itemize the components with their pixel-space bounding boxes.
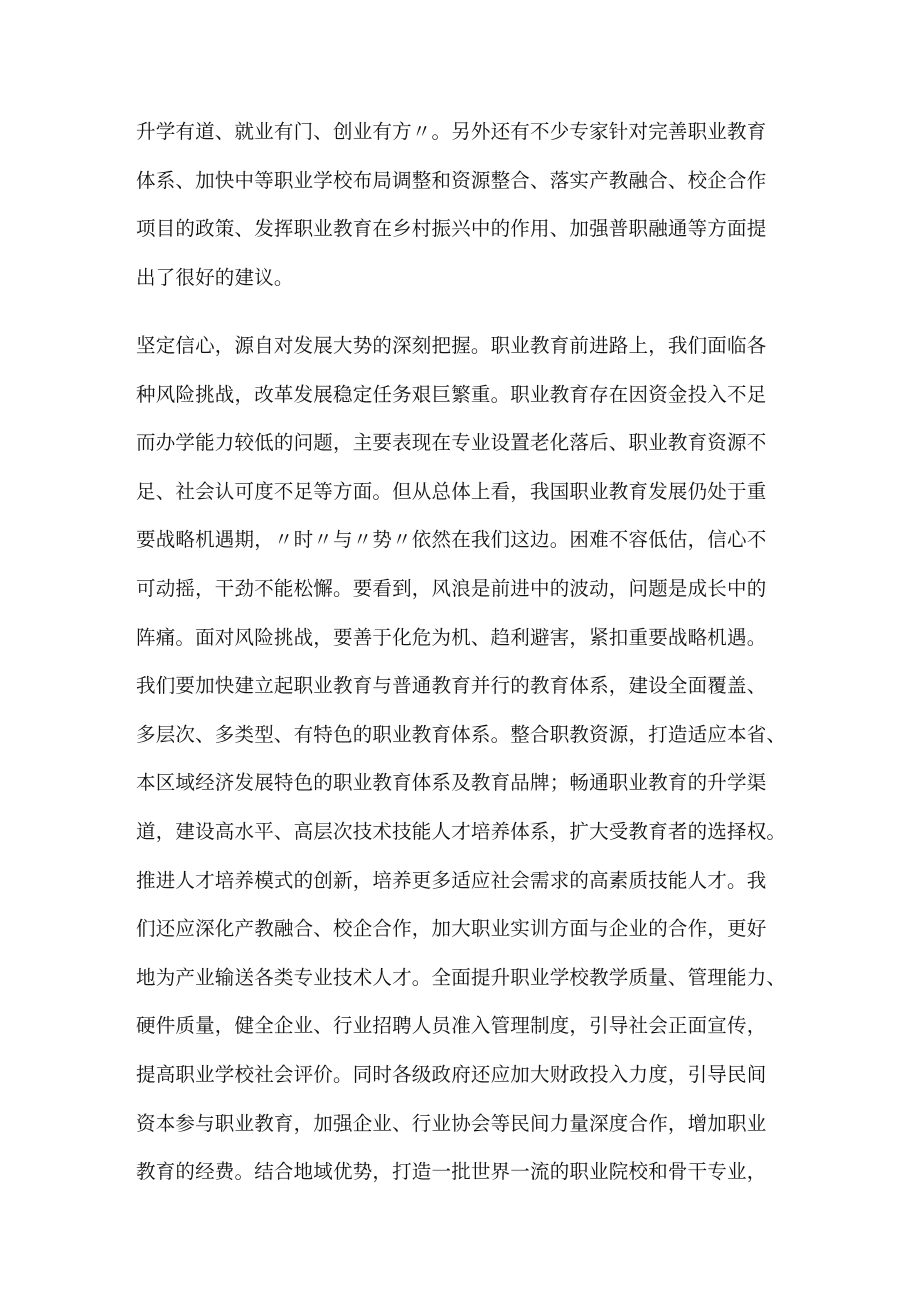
text-line: 提高职业学校社会评价。同时各级政府还应加大财政投入力度，引导民间 <box>136 1062 767 1086</box>
text-line: 而办学能力较低的问题，主要表现在专业设置老化落后、职业教育资源不 <box>136 431 767 455</box>
text-line: 阵痛。面对风险挑战，要善于化危为机、趋利避害，紧扣重要战略机遇。 <box>136 625 767 649</box>
text-line: 推进人才培养模式的创新，培养更多适应社会需求的高素质技能人才。我 <box>136 868 767 892</box>
text-line: 多层次、多类型、有特色的职业教育体系。整合职教资源，打造适应本省、 <box>136 722 787 746</box>
text-line: 本区域经济发展特色的职业教育体系及教育品牌；畅通职业教育的升学渠 <box>136 771 767 795</box>
text-line: 硬件质量，健全企业、行业招聘人员准入管理制度，引导社会正面宣传， <box>136 1014 767 1038</box>
text-line: 升学有道、就业有门、创业有方〃。另外还有不少专家针对完善职业教育 <box>136 120 767 143</box>
text-line: 坚定信心，源自对发展大势的深刻把握。职业教育前进路上，我们面临各 <box>136 334 767 357</box>
paragraph-1 <box>136 108 816 302</box>
text-line: 项目的政策、发挥职业教育在乡村振兴中的作用、加强普职融通等方面提 <box>136 217 767 241</box>
text-line: 可动摇，干劲不能松懈。要看到，风浪是前进中的波动，问题是成长中的 <box>136 576 767 600</box>
text-line: 出了很好的建议。 <box>136 265 294 289</box>
text-line: 教育的经费。结合地域优势，打造一批世界一流的职业院校和骨干专业， <box>136 1160 767 1184</box>
text-line: 足、社会认可度不足等方面。但从总体上看，我国职业教育发展仍处于重 <box>136 479 767 503</box>
paragraph-2 <box>136 322 816 1197</box>
text-line: 道，建设高水平、高层次技术技能人才培养体系，扩大受教育者的选择权。 <box>136 819 787 843</box>
text-line: 种风险挑战，改革发展稳定任务艰巨繁重。职业教育存在因资金投入不足 <box>136 382 767 406</box>
text-line: 体系、加快中等职业学校布局调整和资源整合、落实产教融合、校企合作 <box>136 168 767 192</box>
text-line: 要战略机遇期，〃时〃与〃势〃依然在我们这边。困难不容低估，信心不 <box>136 528 767 552</box>
text-line: 们还应深化产教融合、校企合作，加大职业实训方面与企业的合作，更好 <box>136 917 767 941</box>
text-line: 我们要加快建立起职业教育与普通教育并行的教育体系，建设全面覆盖、 <box>136 674 767 698</box>
text-line: 地为产业输送各类专业技术人才。全面提升职业学校教学质量、管理能力、 <box>136 965 787 989</box>
text-line: 资本参与职业教育，加强企业、行业协会等民间力量深度合作，增加职业 <box>136 1111 767 1135</box>
